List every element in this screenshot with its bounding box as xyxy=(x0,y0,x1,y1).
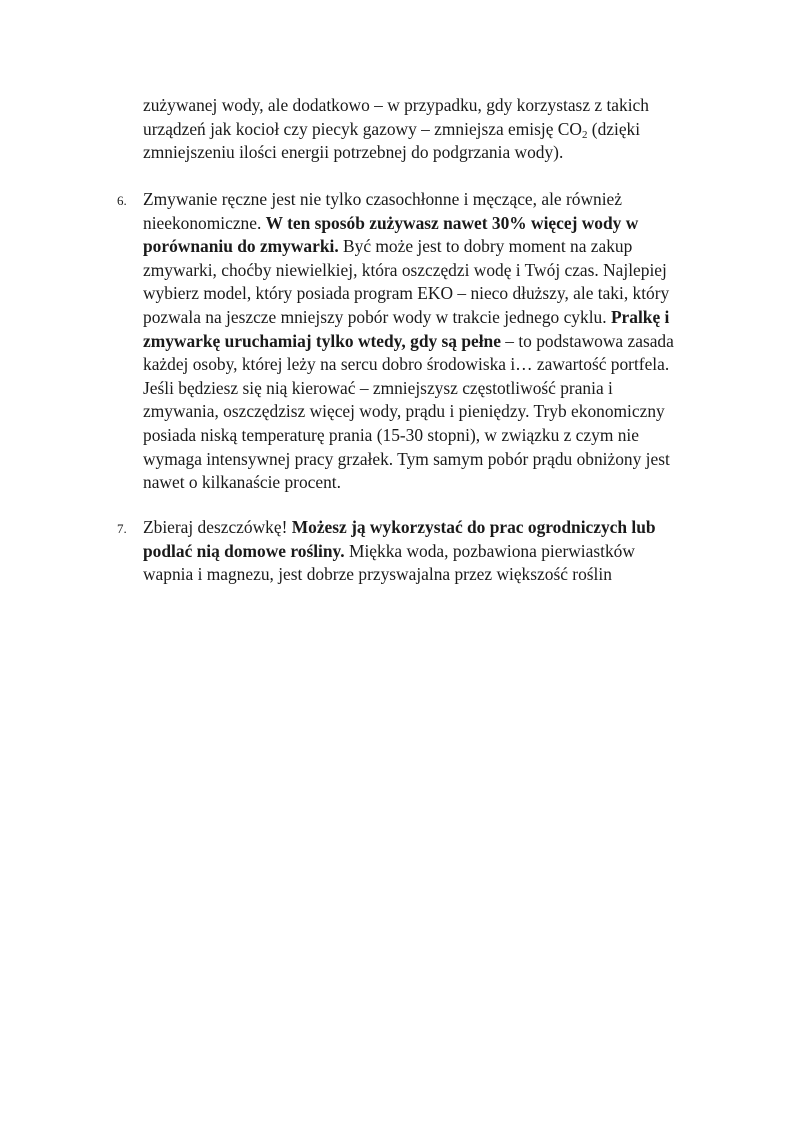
text-line: zmywarki, choćby niewielkiej, która oszczędzi wodę i Twój czas. Najlepiej xyxy=(143,259,667,280)
text-line: zmniejszeniu ilości energii potrzebnej do podgrzania wody). xyxy=(143,142,564,163)
list-item-7 xyxy=(143,516,703,587)
list-number: 7. xyxy=(117,521,127,536)
text-span: pozwala na jeszcze mniejszy pobór wody w trakcie jednego cyklu. xyxy=(143,306,611,327)
bold-text: porównaniu do zmywarki. xyxy=(143,236,339,257)
text-line xyxy=(143,540,703,564)
text-line xyxy=(143,235,703,259)
text-line: Zmywanie ręczne jest nie tylko czasochłonne i męczące, ale również xyxy=(143,189,622,209)
text-line xyxy=(143,118,703,142)
text-line: zużywanej wody, ale dodatkowo – w przypadku, gdy korzystasz z takich xyxy=(143,95,649,115)
text-line xyxy=(143,516,703,540)
text-span: urządzeń jak kocioł czy piecyk gazowy – zmniejsza emisję CO xyxy=(143,118,582,139)
text-span: Zbieraj deszczówkę! xyxy=(143,517,292,537)
list-item-6 xyxy=(143,188,703,495)
text-line: wapnia i magnezu, jest dobrze przyswajalna przez większość roślin xyxy=(143,564,612,585)
text-line: wybierz model, który posiada program EKO – nieco dłuższy, ale taki, który xyxy=(143,283,670,304)
text-span: – to podstawowa zasada xyxy=(500,330,674,351)
bold-text: Możesz ją wykorzystać do prac ogrodniczych lub xyxy=(291,517,656,537)
text-span: Być może jest to dobry moment na zakup xyxy=(338,236,633,257)
text-line: wymaga intensywnej pracy grzałek. Tym samym pobór prądu obniżony jest xyxy=(143,448,670,469)
text-line xyxy=(143,212,703,236)
text-line: nawet o kilkanaście procent. xyxy=(143,472,341,493)
text-line: zmywania, oszczędzisz więcej wody, prądu i pieniędzy. Tryb ekonomiczny xyxy=(143,401,665,422)
text-line: Jeśli będziesz się nią kierować – zmniejszysz częstotliwość prania i xyxy=(143,377,613,398)
bold-text: Pralkę i xyxy=(610,306,670,327)
text-line: każdej osoby, której leży na sercu dobro środowiska i… zawartość portfela. xyxy=(143,354,670,375)
text-line xyxy=(143,306,703,330)
bold-text: W ten sposób zużywasz nawet 30% więcej wody w xyxy=(265,212,639,233)
text-span: nieekonomiczne. xyxy=(143,212,266,233)
continued-paragraph xyxy=(143,94,703,165)
list-number: 6. xyxy=(117,193,127,208)
text-span: Miękka woda, pozbawiona pierwiastków xyxy=(344,540,635,561)
subscript: 2 xyxy=(581,128,588,141)
text-span: (dzięki xyxy=(587,118,641,139)
bold-text: podlać nią domowe rośliny. xyxy=(143,540,345,561)
text-line xyxy=(143,330,703,354)
text-line: posiada niską temperaturę prania (15-30 stopni), w związku z czym nie xyxy=(143,424,639,445)
bold-text: zmywarkę uruchamiaj tylko wtedy, gdy są pełne xyxy=(143,330,501,351)
